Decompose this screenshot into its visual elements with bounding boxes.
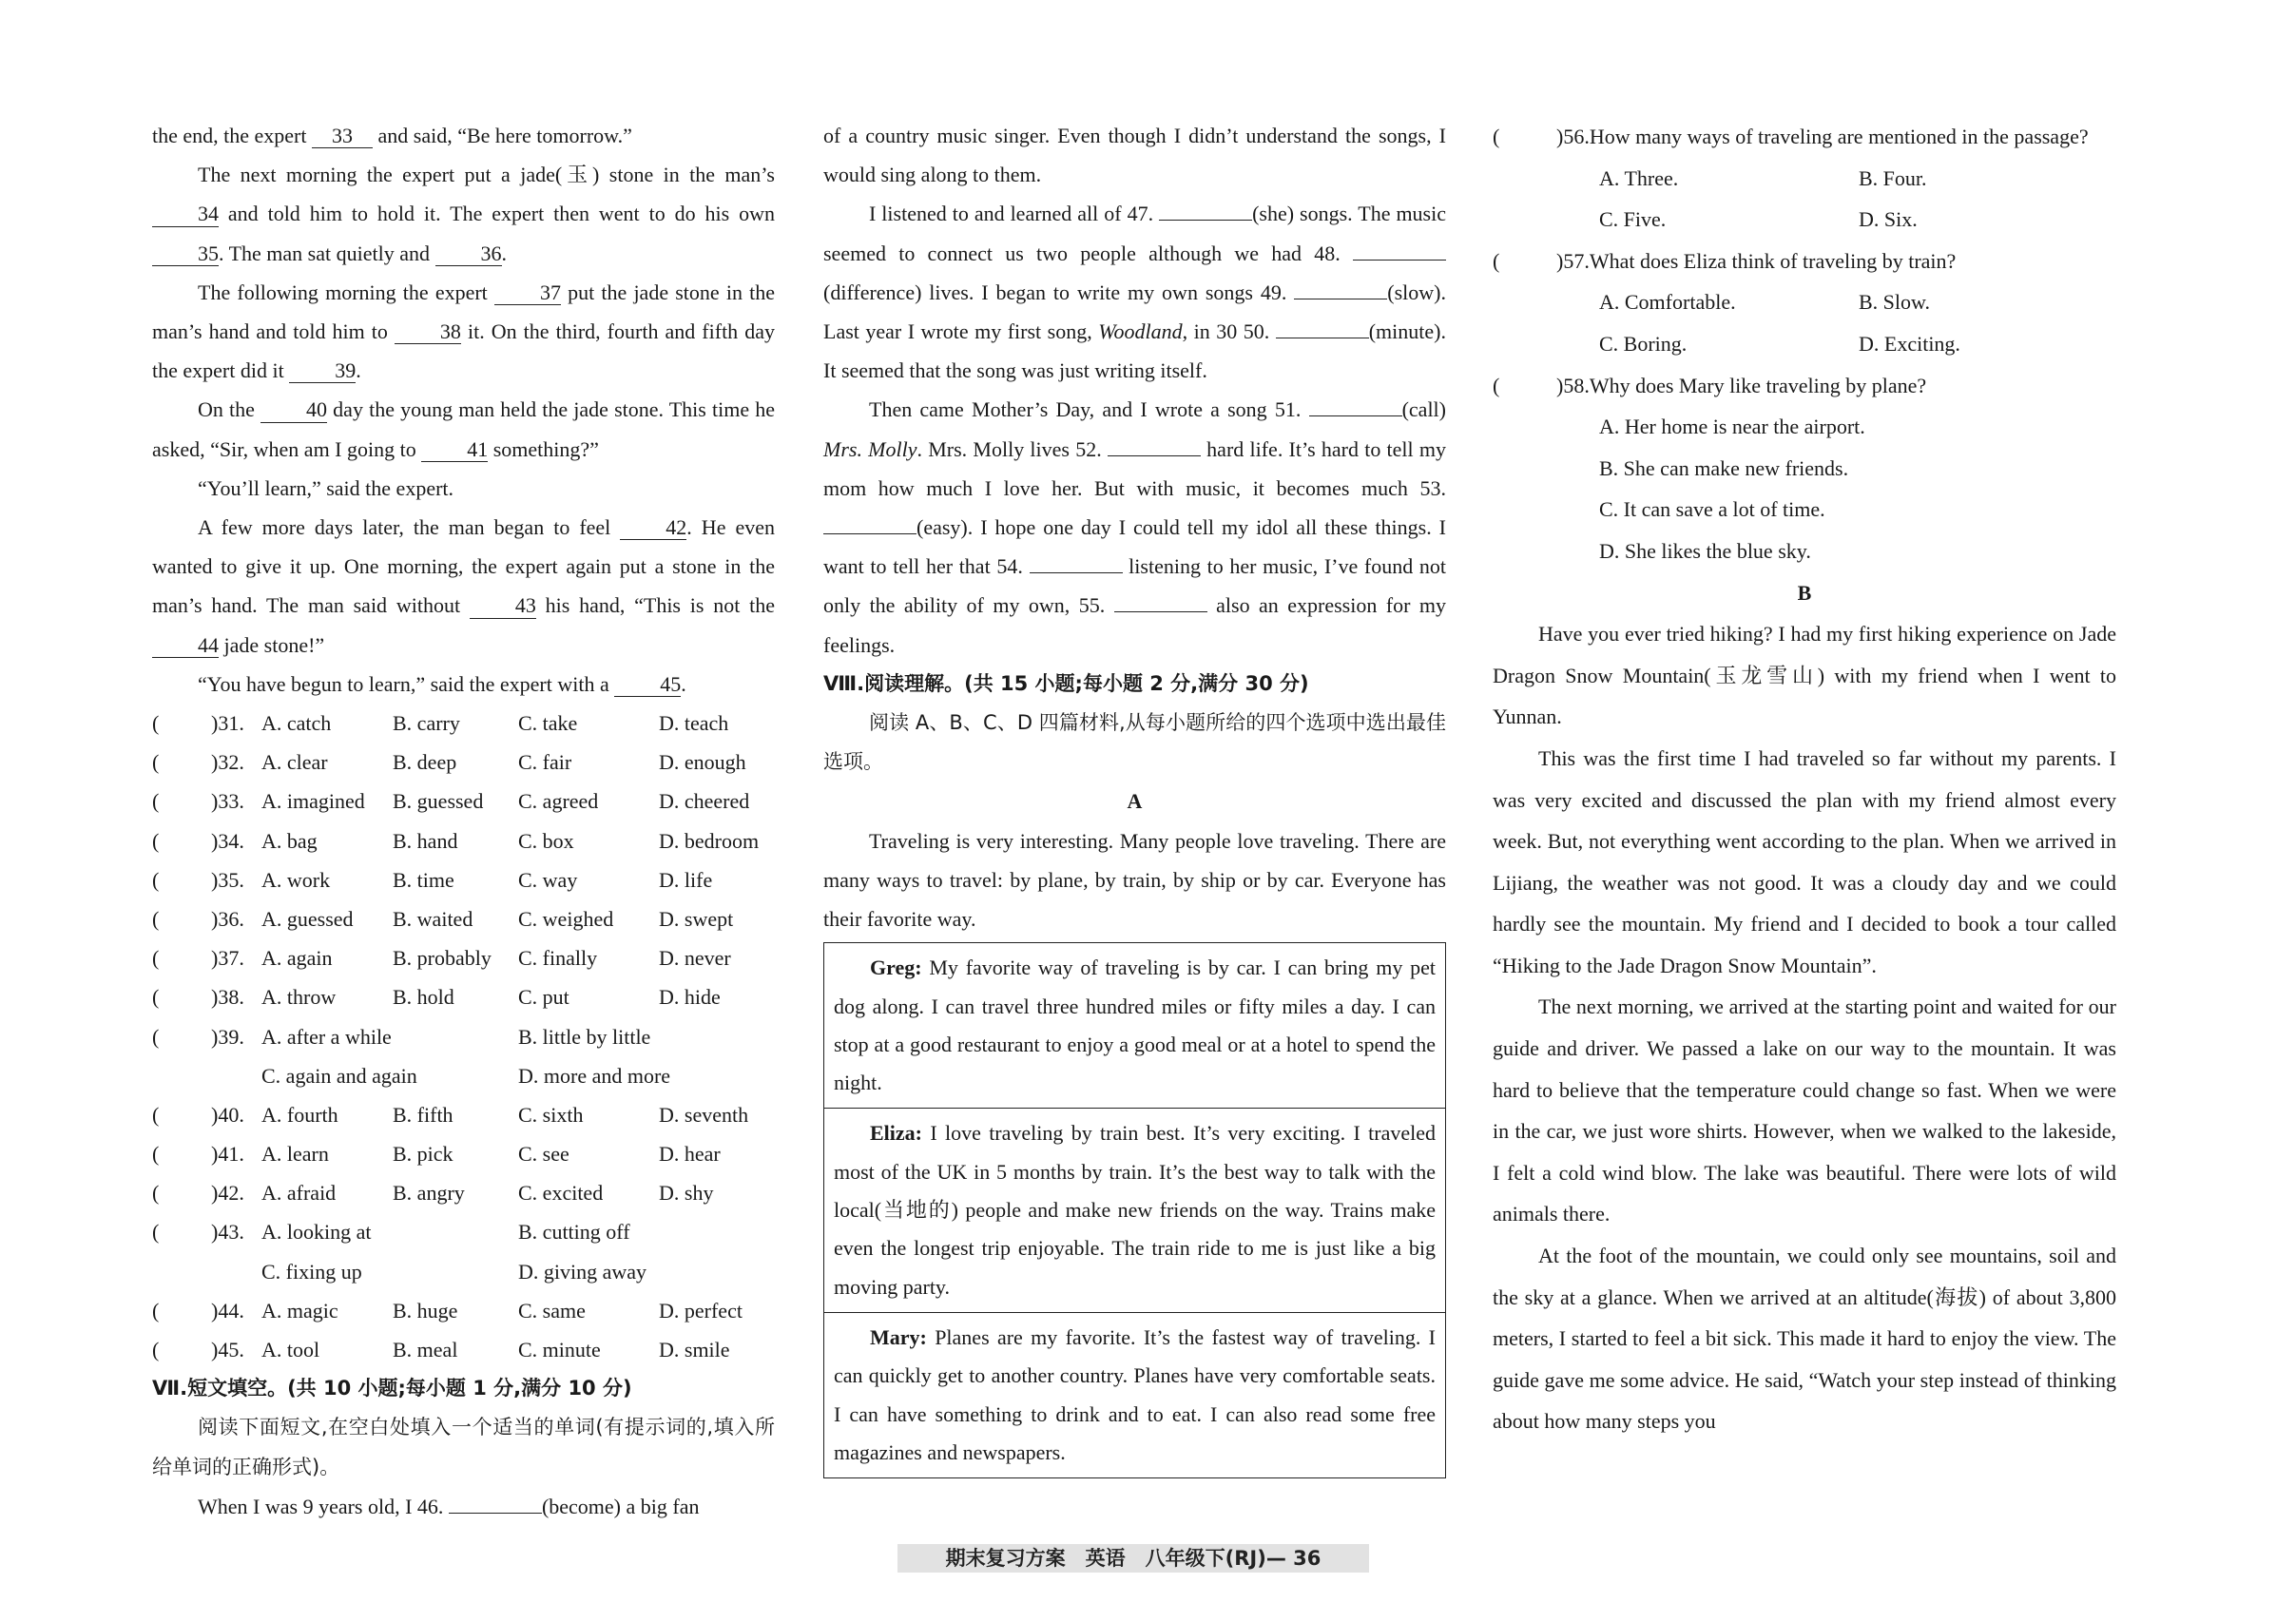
option-c[interactable]: C. weighed bbox=[518, 906, 614, 931]
option-d[interactable]: D. shy bbox=[659, 1181, 714, 1206]
passage-paragraph: of a country music singer. Even though I didn’t understand the songs, I would sing along to them. bbox=[823, 124, 1446, 187]
question-42[interactable]: ( )42. A. afraid B. angry C. excited D. shy bbox=[152, 1173, 775, 1212]
option-d[interactable]: D. Exciting. bbox=[1859, 331, 1960, 356]
blank-47 bbox=[1159, 220, 1252, 221]
blank-34: 34 bbox=[152, 203, 219, 226]
section-8-instructions: 阅读 A、B、C、D 四篇材料,从每小题所给的四个选项中选出最佳选项。 bbox=[823, 711, 1446, 774]
option-d[interactable]: D. seventh bbox=[659, 1102, 749, 1127]
question-40[interactable]: ( )40. A. fourth B. fifth C. sixth D. seventh bbox=[152, 1095, 775, 1134]
question-43[interactable]: ( )43. A. looking at B. cutting off bbox=[152, 1212, 775, 1251]
question-57[interactable]: ( )57.What does Eliza think of traveling by train? bbox=[1493, 248, 1957, 273]
speaker-name: Mary: bbox=[870, 1324, 927, 1349]
option-b[interactable]: B. carry bbox=[393, 711, 460, 736]
option-d[interactable]: D. Six. bbox=[1859, 207, 1918, 232]
blank-46 bbox=[449, 1513, 542, 1514]
option-c[interactable]: C. sixth bbox=[518, 1102, 584, 1127]
question-44[interactable]: ( )44. A. magic B. huge C. same D. perfect bbox=[152, 1291, 775, 1330]
passage-paragraph: The following morning the expert 37 put the jade stone in the man’s hand and told him to 38 it. On the third, fourth and fifth day the expert did it 39. bbox=[152, 280, 775, 383]
speaker-name: Greg: bbox=[870, 956, 922, 980]
passage-paragraph: The next morning the expert put a jade(玉) stone in the man’s 34 and told him to hold it. The expert then went to do his own 35. The man sat quietly and 36. bbox=[152, 155, 775, 273]
blank-39: 39 bbox=[289, 359, 356, 383]
option-a[interactable]: A. looking at bbox=[261, 1220, 372, 1245]
option-c[interactable]: C. same bbox=[518, 1298, 586, 1323]
blank-52 bbox=[1108, 455, 1201, 456]
blank-35: 35 bbox=[152, 242, 219, 266]
question-31[interactable]: ( )31. A. catch B. carry C. take D. teach bbox=[152, 704, 775, 743]
option-d[interactable]: D. cheered bbox=[659, 789, 750, 814]
option-d[interactable]: D. never bbox=[659, 946, 731, 971]
passage-line: When I was 9 years old, I 46. (become) a big fan bbox=[198, 1494, 700, 1518]
blank-48 bbox=[1353, 260, 1446, 261]
column-middle bbox=[823, 116, 1446, 1478]
passage-a-heading: A bbox=[1127, 789, 1143, 814]
blank-44: 44 bbox=[152, 634, 219, 658]
option-d[interactable]: D. giving away bbox=[518, 1259, 647, 1284]
option-d[interactable]: D. smile bbox=[659, 1338, 730, 1362]
column-right bbox=[1493, 116, 2116, 1442]
passage-paragraph: A few more days later, the man began to feel 42. He even wanted to give it up. One morning, the expert again put a stone in the man’s hand. The man said without 43 his hand, “This is not the 44 jade stone!” bbox=[152, 515, 775, 657]
page-footer: 期末复习方案 英语 八年级下(RJ)— 36 bbox=[897, 1544, 1369, 1573]
option-d[interactable]: D. hear bbox=[659, 1142, 721, 1167]
section-8-title: Ⅷ.阅读理解。(共 15 小题;每小题 2 分,满分 30 分) bbox=[823, 671, 1309, 695]
passage-line: the end, the expert 33 and said, “Be here tomorrow.” bbox=[152, 124, 632, 147]
option-a[interactable]: A. fourth bbox=[261, 1102, 338, 1127]
question-37[interactable]: ( )37. A. again B. probably C. finally D. never bbox=[152, 938, 775, 977]
passage-paragraph: “You have begun to learn,” said the expert with a 45. bbox=[198, 671, 686, 696]
options-row bbox=[1493, 489, 2116, 531]
option-b[interactable]: B. probably bbox=[393, 946, 492, 971]
option-a[interactable]: A. learn bbox=[261, 1142, 329, 1167]
section-7-title: Ⅶ.短文填空。(共 10 小题;每小题 1 分,满分 10 分) bbox=[152, 1377, 632, 1400]
passage-paragraph: The next morning, we arrived at the starting point and waited for our guide and driver. We passed a lake on our way to the mountain. It was hard to believe that the temperature could change so fast. When we were in the car, we just wore shirts. However, when we walked to the lakeside, I felt a cold wind blow. The lake was beautiful. There were lots of wild animals there. bbox=[1493, 994, 2116, 1226]
question-33[interactable]: ( )33. A. imagined B. guessed C. agreed D. cheered bbox=[152, 782, 775, 821]
option-d[interactable]: D. teach bbox=[659, 711, 729, 736]
option-c[interactable]: C. minute bbox=[518, 1338, 601, 1362]
option-b[interactable]: B. angry bbox=[393, 1181, 465, 1206]
option-c[interactable]: C. Boring. bbox=[1599, 331, 1688, 356]
option-d[interactable]: D. enough bbox=[659, 750, 746, 775]
question-35[interactable]: ( )35. A. work B. time C. way D. life bbox=[152, 860, 775, 899]
question-45[interactable]: ( )45. A. tool B. meal C. minute D. smile bbox=[152, 1330, 775, 1369]
option-c[interactable]: C. put bbox=[518, 985, 569, 1010]
passage-paragraph: On the 40 day the young man held the jade stone. This time he asked, “Sir, when am I going to 41 something?” bbox=[152, 397, 776, 461]
option-c[interactable]: C. agreed bbox=[518, 789, 599, 814]
option-a[interactable]: A. tool bbox=[261, 1338, 320, 1362]
testimonial-mary: Mary: Planes are my favorite. It’s the fastest way of traveling. I can quickly get to another country. Planes have very comfortable seats. I can have something to drink and to eat. I can also read some free magazines and newspapers. bbox=[824, 1312, 1445, 1477]
option-a[interactable]: A. afraid bbox=[261, 1181, 337, 1206]
option-c[interactable]: C. excited bbox=[518, 1181, 604, 1206]
option-c[interactable]: C. take bbox=[518, 711, 578, 736]
question-58[interactable]: ( )58.Why does Mary like traveling by plane? bbox=[1493, 373, 1927, 397]
option-b[interactable]: B. time bbox=[393, 867, 454, 892]
option-c[interactable]: C. again and again bbox=[261, 1063, 417, 1088]
option-d[interactable]: D. bedroom bbox=[659, 828, 760, 853]
option-d[interactable]: D. She likes the blue sky. bbox=[1599, 538, 1811, 563]
option-b[interactable]: B. little by little bbox=[518, 1024, 651, 1049]
testimonial-eliza: Eliza: I love traveling by train best. It’s very exciting. I traveled most of the UK in 5 months by train. It’s the best way to talk with the local(当地的) people and make new friends on the way. Trains make even the longest trip enjoyable. The train ride to me is just like a big moving party. bbox=[824, 1108, 1445, 1311]
question-56[interactable]: ( )56.How many ways of traveling are mentioned in the passage? bbox=[1493, 125, 2089, 148]
option-b[interactable]: B. guessed bbox=[393, 789, 484, 814]
blank-54 bbox=[1030, 572, 1123, 573]
option-c[interactable]: C. Five. bbox=[1599, 207, 1667, 232]
option-b[interactable]: B. cutting off bbox=[518, 1220, 630, 1245]
option-c[interactable]: C. fixing up bbox=[261, 1259, 362, 1284]
option-a[interactable]: A. work bbox=[261, 867, 331, 892]
passage-paragraph: Traveling is very interesting. Many people love traveling. There are many ways to travel: by plane, by train, by ship or by car. Everyone has their favorite way. bbox=[823, 828, 1446, 932]
option-a[interactable]: A. catch bbox=[261, 711, 332, 736]
option-d[interactable]: D. more and more bbox=[518, 1063, 671, 1088]
options-row bbox=[1493, 531, 2116, 572]
option-d[interactable]: D. life bbox=[659, 867, 713, 892]
options-row bbox=[1493, 406, 2116, 448]
option-d[interactable]: D. swept bbox=[659, 906, 734, 931]
option-a[interactable]: A. bag bbox=[261, 828, 318, 853]
blank-42: 42 bbox=[620, 516, 686, 540]
passage-paragraph: I listened to and learned all of 47. (she) songs. The music seemed to connect us two people although we had 48. (difference) lives. I began to write my own songs 49. (slow). Last year I wrote my first song, Woodland, in 30 50. (minute). It seemed that the song was just writing itself. bbox=[823, 202, 1446, 383]
option-b[interactable]: B. waited bbox=[393, 906, 473, 931]
passage-paragraph: “You’ll learn,” said the expert. bbox=[198, 475, 454, 500]
options-row bbox=[1493, 199, 2116, 241]
question-43-cont bbox=[152, 1252, 775, 1291]
option-a[interactable]: A. guessed bbox=[261, 906, 354, 931]
options-row bbox=[1493, 448, 2116, 490]
option-c[interactable]: C. It can save a lot of time. bbox=[1599, 497, 1825, 522]
options-row bbox=[1493, 158, 2116, 200]
column-left bbox=[152, 116, 775, 1526]
blank-38: 38 bbox=[395, 320, 461, 344]
speaker-name: Eliza: bbox=[870, 1121, 922, 1146]
option-c[interactable]: C. fair bbox=[518, 750, 572, 775]
option-a[interactable]: A. Her home is near the airport. bbox=[1599, 415, 1865, 439]
option-a[interactable]: A. again bbox=[261, 946, 333, 971]
blank-43: 43 bbox=[470, 594, 536, 618]
option-b[interactable]: B. meal bbox=[393, 1338, 458, 1362]
option-c[interactable]: C. see bbox=[518, 1142, 569, 1167]
question-34[interactable]: ( )34. A. bag B. hand C. box D. bedroom bbox=[152, 821, 775, 860]
option-a[interactable]: A. throw bbox=[261, 985, 337, 1010]
question-41[interactable]: ( )41. A. learn B. pick C. see D. hear bbox=[152, 1134, 775, 1173]
blank-40: 40 bbox=[260, 398, 327, 422]
passage-paragraph: This was the first time I had traveled so far without my parents. I was very excited and discussed the plan with my friend almost every week. But, not everything went according to the plan. When we arrived in Lijiang, the weather was not good. It was a cloudy day and we could hardly see the mountain. My friend and I decided to book a tour called “Hiking to the Jade Dragon Snow Mountain”. bbox=[1493, 745, 2116, 977]
section-7-instructions: 阅读下面短文,在空白处填入一个适当的单词(有提示词的,填入所给单词的正确形式)。 bbox=[152, 1416, 775, 1478]
options-row bbox=[1493, 323, 2116, 365]
question-36[interactable]: ( )36. A. guessed B. waited C. weighed D. swept bbox=[152, 899, 775, 938]
question-38[interactable]: ( )38. A. throw B. hold C. put D. hide bbox=[152, 977, 775, 1016]
option-d[interactable]: D. perfect bbox=[659, 1298, 743, 1323]
option-c[interactable]: C. way bbox=[518, 867, 578, 892]
options-row bbox=[1493, 281, 2116, 323]
option-b[interactable]: B. pick bbox=[393, 1142, 453, 1167]
blank-41: 41 bbox=[421, 438, 488, 462]
blank-55 bbox=[1114, 611, 1207, 612]
blank-45: 45 bbox=[614, 673, 681, 697]
option-b[interactable]: B. hold bbox=[393, 985, 454, 1010]
question-39[interactable]: ( )39. A. after a while B. little by little bbox=[152, 1017, 775, 1056]
option-c[interactable]: C. box bbox=[518, 828, 574, 853]
option-b[interactable]: B. hand bbox=[393, 828, 458, 853]
option-b[interactable]: B. Four. bbox=[1859, 165, 1927, 190]
blank-51 bbox=[1309, 415, 1402, 416]
option-b[interactable]: B. Slow. bbox=[1859, 290, 1930, 315]
option-a[interactable]: A. magic bbox=[261, 1298, 338, 1323]
passage-paragraph: Then came Mother’s Day, and I wrote a song 51. (call) Mrs. Molly. Mrs. Molly lives 52. hard life. It’s hard to tell my mom how much I love her. But with music, it becomes much 53. (easy). I hope one day I could tell my idol all these things. I want to tell her that 54. listening to her music, I’ve found not only the ability of my own, 55. also an expression for my feelings. bbox=[823, 397, 1447, 657]
question-39-cont bbox=[152, 1056, 775, 1095]
blank-37: 37 bbox=[494, 281, 561, 305]
option-b[interactable]: B. fifth bbox=[393, 1102, 453, 1127]
option-b[interactable]: B. She can make new friends. bbox=[1599, 455, 1849, 480]
option-b[interactable]: B. huge bbox=[393, 1298, 458, 1323]
passage-b-heading: B bbox=[1797, 580, 1812, 605]
option-a[interactable]: A. Three. bbox=[1599, 165, 1679, 190]
option-a[interactable]: A. Comfortable. bbox=[1599, 290, 1736, 315]
option-a[interactable]: A. clear bbox=[261, 750, 328, 775]
blank-36: 36 bbox=[435, 242, 502, 266]
option-b[interactable]: B. deep bbox=[393, 750, 457, 775]
testimonial-greg: Greg: My favorite way of traveling is by car. I can bring my pet dog along. I can travel three hundred miles or fifty miles a day. I can stop at a good restaurant to enjoy a good meal or at a hotel to spend the night. bbox=[834, 956, 1436, 1095]
testimonial-table bbox=[823, 942, 1446, 1478]
option-d[interactable]: D. hide bbox=[659, 985, 721, 1010]
question-32[interactable]: ( )32. A. clear B. deep C. fair D. enough bbox=[152, 743, 775, 782]
blank-53 bbox=[823, 533, 916, 534]
option-c[interactable]: C. finally bbox=[518, 946, 598, 971]
blank-33: 33 bbox=[312, 125, 373, 148]
option-a[interactable]: A. imagined bbox=[261, 789, 365, 814]
passage-paragraph: At the foot of the mountain, we could only see mountains, soil and the sky at a glance. When we arrived at an altitude(海拔) of about 3,800 meters, I started to feel a bit sick. This made it hard to enjoy the view. The guide gave me some advice. He said, “Watch your step instead of thinking about how many steps you bbox=[1493, 1244, 2116, 1434]
passage-paragraph: Have you ever tried hiking? I had my first hiking experience on Jade Dragon Snow Mountain(玉龙雪山) with my friend when I went to Yunnan. bbox=[1493, 622, 2116, 729]
option-a[interactable]: A. after a while bbox=[261, 1024, 392, 1049]
